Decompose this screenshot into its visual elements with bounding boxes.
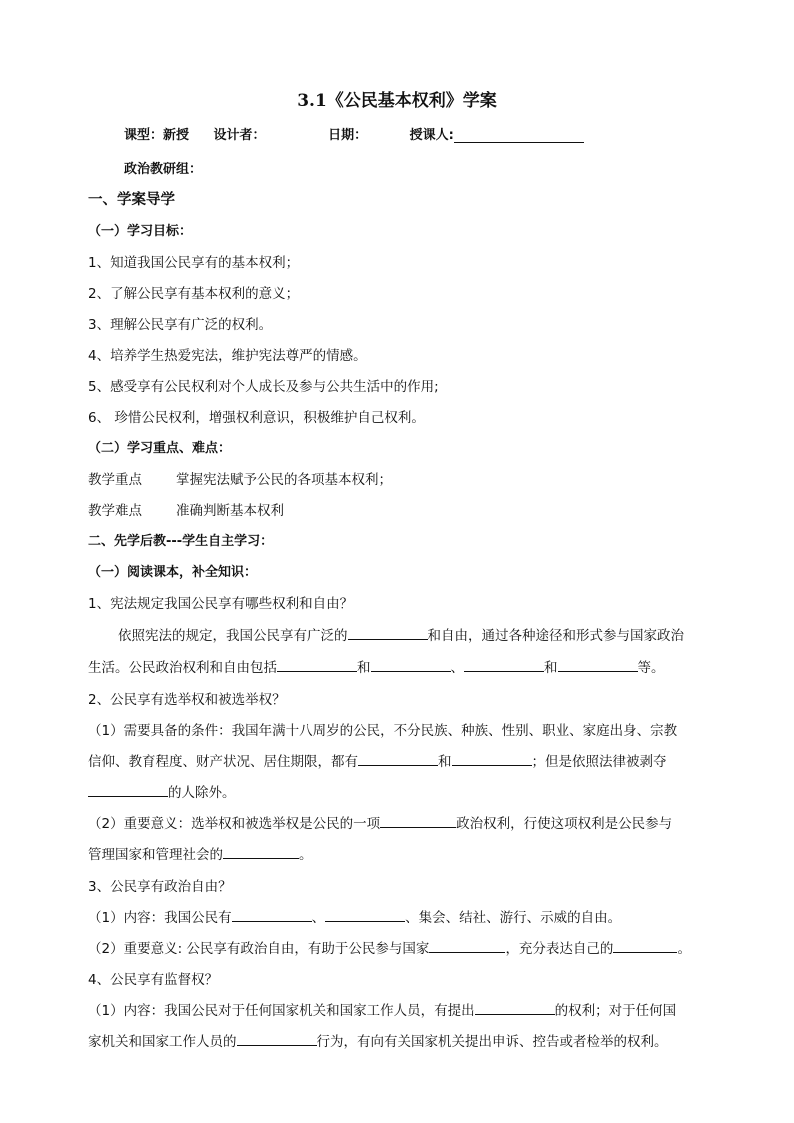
text-run: ；但是依照法律被剥夺 [531,754,667,770]
sub-heading-goals: （一）学习目标： [88,224,193,239]
section-heading-1: 一、学案导学 [88,192,175,208]
text-run: 的人除外。 [168,785,236,801]
goal-item: 5、感受享有公民权利对个人成长及参与公共生活中的作用; [88,379,439,395]
teacher-label: 授课人: [409,128,454,143]
fill-blank[interactable] [348,627,428,640]
difficulty-label: 教学难点 [88,503,142,519]
goal-item: 2、了解公民享有基本权利的意义； [88,286,300,302]
fill-blank[interactable] [223,846,299,859]
q3-line-1 [88,906,621,926]
text-run: ，充分表达自己的 [505,941,614,957]
group-label: 政治教研组： [124,162,203,177]
text-run: （2）重要意义: 公民享有政治自由，有助于公民参与国家 [88,941,430,957]
fill-blank[interactable] [452,753,532,766]
q2-line-4 [88,812,672,832]
goal-item: 4、培养学生热爱宪法，维护宪法尊严的情感。 [88,348,367,364]
text-run: 家机关和国家工作人员的 [88,1034,237,1050]
q4-line-1 [88,999,676,1019]
text-run: 等。 [637,660,665,676]
text-run: 政治权利，行使这项权利是公民参与 [456,816,673,832]
focus-text: 掌握宪法赋予公民的各项基本权利； [176,472,392,488]
page-title: 3.1《公民基本权利》学案 [297,91,497,111]
q2-line-1: （1）需要具备的条件：我国年满十八周岁的公民，不分民族、种族、性别、职业、家庭出身、宗教 [88,723,678,739]
goal-item: 3、理解公民享有广泛的权利。 [88,317,273,333]
fill-blank[interactable] [88,784,168,797]
fill-blank[interactable] [237,1033,317,1046]
text-run: 信仰、教育程度、财产状况、居住期限，都有 [88,754,358,770]
q1-line-b [88,656,665,676]
q2-line-2 [88,750,667,770]
text-run: 和 [357,660,371,676]
teacher-blank [454,128,584,143]
date-label: 日期： [328,128,368,143]
focus-row [88,468,392,488]
fill-blank[interactable] [325,909,405,922]
sub-heading-reading: （一）阅读课本，补全知识： [88,565,258,580]
text-run: 的权利；对于任何国 [554,1003,677,1019]
fill-blank[interactable] [277,659,357,672]
fill-blank[interactable] [371,659,451,672]
goal-item: 1、知道我国公民享有的基本权利； [88,255,300,271]
q1-line-a [118,624,684,644]
difficulty-row [88,499,284,519]
text-run: 和自由，通过各种途径和形式参与国家政治 [427,628,684,644]
question-2: 2、公民享有选举权和被选举权？ [88,692,286,708]
q3-line-2 [88,937,691,957]
text-run: 和 [544,660,558,676]
text-run: （2）重要意义：选举权和被选举权是公民的一项 [88,816,381,832]
text-run: 、 [450,660,464,676]
text-run: 依照宪法的规定，我国公民享有广泛的 [118,628,348,644]
fill-blank[interactable] [558,659,638,672]
course-type: 课型：新授 [124,128,190,143]
sub-heading-focus: （二）学习重点、难点： [88,441,232,456]
text-run: 行为，有向有关国家机关提出申诉、控告或者检举的权利。 [316,1034,668,1050]
question-3: 3、公民享有政治自由？ [88,879,232,895]
fill-blank[interactable] [380,815,456,828]
fill-blank[interactable] [464,659,544,672]
text-run: 和 [438,754,452,770]
text-run: 。 [299,847,313,863]
question-4: 4、公民享有监督权？ [88,972,219,988]
fill-blank[interactable] [232,909,312,922]
text-run: 。 [677,941,691,957]
section-heading-2: 二、先学后教---学生自主学习： [88,534,274,549]
focus-label: 教学重点 [88,472,142,488]
text-run: （1）内容：我国公民对于任何国家机关和国家工作人员，有提出 [88,1003,475,1019]
difficulty-text: 准确判断基本权利 [176,503,284,519]
text-run: 生活。公民政治权利和自由包括 [88,660,277,676]
q2-line-3 [88,781,236,801]
text-run: （1）内容：我国公民有 [88,910,232,926]
question-1: 1、宪法规定我国公民享有哪些权利和自由？ [88,596,354,612]
text-run: 管理国家和管理社会的 [88,847,223,863]
fill-blank[interactable] [429,940,505,953]
fill-blank[interactable] [358,753,438,766]
designer-label: 设计者： [213,128,266,143]
q4-line-2 [88,1030,668,1050]
text-run: 、集会、结社、游行、示威的自由。 [405,910,622,926]
fill-blank[interactable] [613,940,677,953]
fill-blank[interactable] [475,1002,555,1015]
meta-row [124,124,584,143]
text-run: 、 [311,910,326,926]
q2-line-5 [88,843,313,863]
goal-item: 6、 珍惜公民权利，增强权利意识，积极维护自己权利。 [88,410,425,426]
